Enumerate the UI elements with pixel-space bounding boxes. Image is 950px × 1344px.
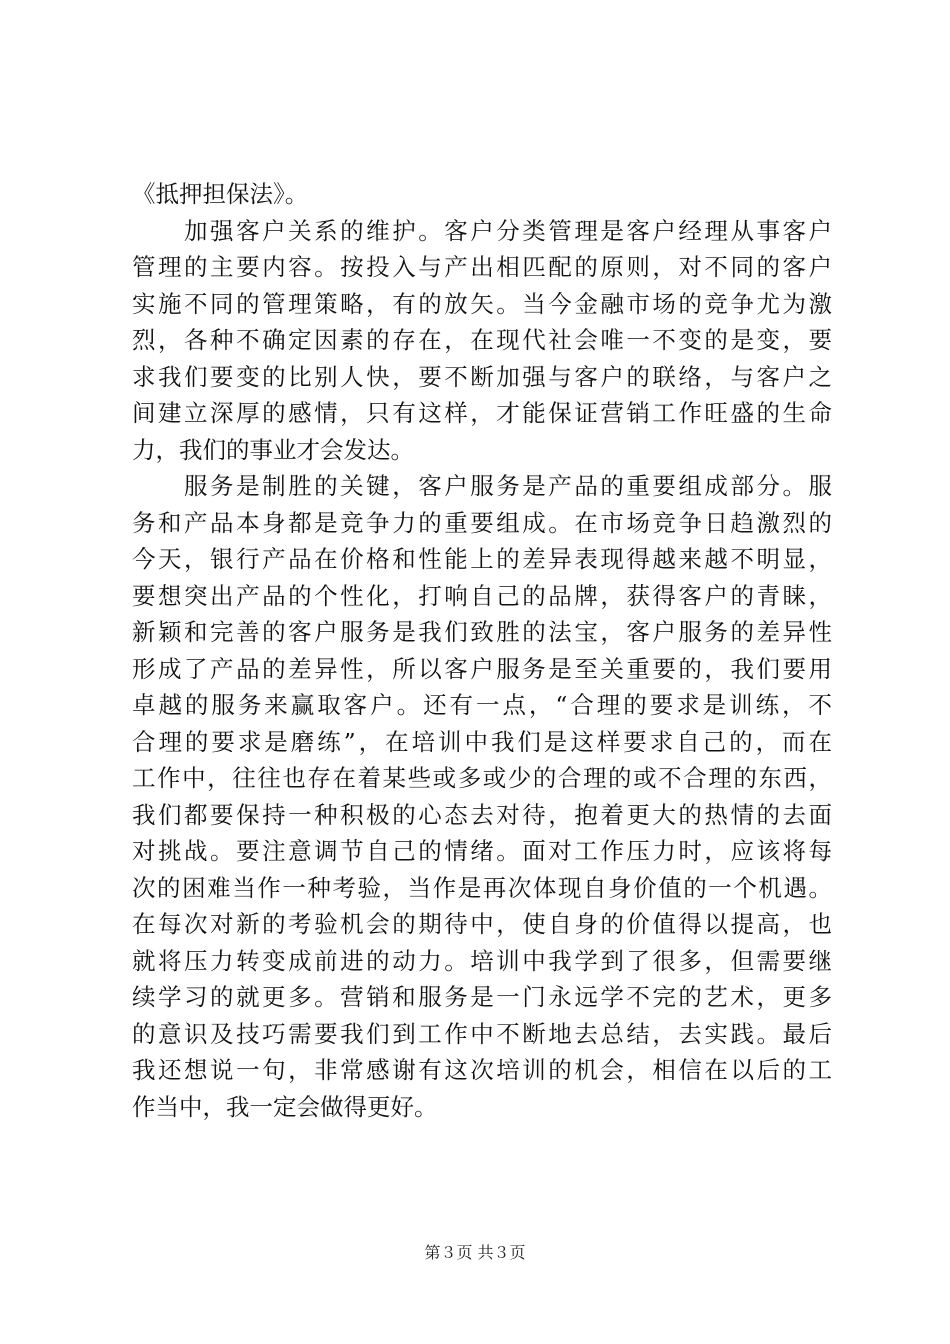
text-line: 工作中，往往也存在着某些或多或少的合理的或不合理的东西， [132, 764, 832, 792]
text-line: 形成了产品的差异性，所以客户服务是至关重要的，我们要用 [132, 654, 832, 683]
text-line: 今天，银行产品在价格和性能上的差异表现得越来越不明显， [132, 545, 832, 573]
text-line: 新颖和完善的客户服务是我们致胜的法宝，客户服务的差异性 [132, 618, 832, 646]
text-line: 《抵押担保法》。 [132, 180, 309, 208]
text-line: 我还想说一句，非常感谢有这次培训的机会，相信在以后的工 [132, 1056, 832, 1084]
text-line: 加强客户关系的维护。客户分类管理是客户经理从事客户 [132, 216, 832, 245]
text-line: 对挑战。要注意调节自己的情绪。面对工作压力时，应该将每 [132, 837, 832, 865]
text-line: 合理的要求是磨练”，在培训中我们是这样要求自己的，而在 [132, 727, 832, 756]
text-line: 管理的主要内容。按投入与产出相匹配的原则，对不同的客户 [132, 253, 832, 281]
text-line: 服务是制胜的关键，客户服务是产品的重要组成部分。服 [132, 472, 832, 500]
text-line: 求我们要变的比别人快，要不断加强与客户的联络，与客户之 [132, 362, 832, 391]
text-line: 间建立深厚的感情，只有这样，才能保证营销工作旺盛的生命 [132, 399, 832, 427]
text-line: 在每次对新的考验机会的期待中，使自身的价值得以提高，也 [132, 910, 832, 938]
text-line: 就将压力转变成前进的动力。培训中我学到了很多，但需要继 [132, 946, 832, 975]
text-line: 卓越的服务来赢取客户。还有一点，“合理的要求是训练，不 [132, 691, 832, 719]
text-line: 力，我们的事业才会发达。 [132, 435, 414, 464]
text-line: 务和产品本身都是竞争力的重要组成。在市场竞争日趋激烈的 [132, 508, 832, 537]
document-body [132, 176, 832, 1125]
page-footer: 第３页 共３页 [424, 1243, 526, 1262]
text-line: 要想突出产品的个性化，打响自己的品牌，获得客户的青睐， [132, 581, 832, 610]
text-line: 烈，各种不确定因素的存在，在现代社会唯一不变的是变，要 [132, 326, 832, 354]
text-line: 我们都要保持一种积极的心态去对待，抱着更大的热情的去面 [132, 800, 832, 829]
text-line: 的意识及技巧需要我们到工作中不断地去总结，去实践。最后 [132, 1019, 832, 1048]
text-line: 续学习的就更多。营销和服务是一门永远学不完的艺术，更多 [132, 983, 832, 1011]
text-line: 实施不同的管理策略，有的放矢。当今金融市场的竞争尤为激 [132, 289, 832, 318]
text-line: 作当中，我一定会做得更好。 [132, 1092, 438, 1121]
text-line: 次的困难当作一种考验，当作是再次体现自身价值的一个机遇。 [132, 873, 832, 902]
